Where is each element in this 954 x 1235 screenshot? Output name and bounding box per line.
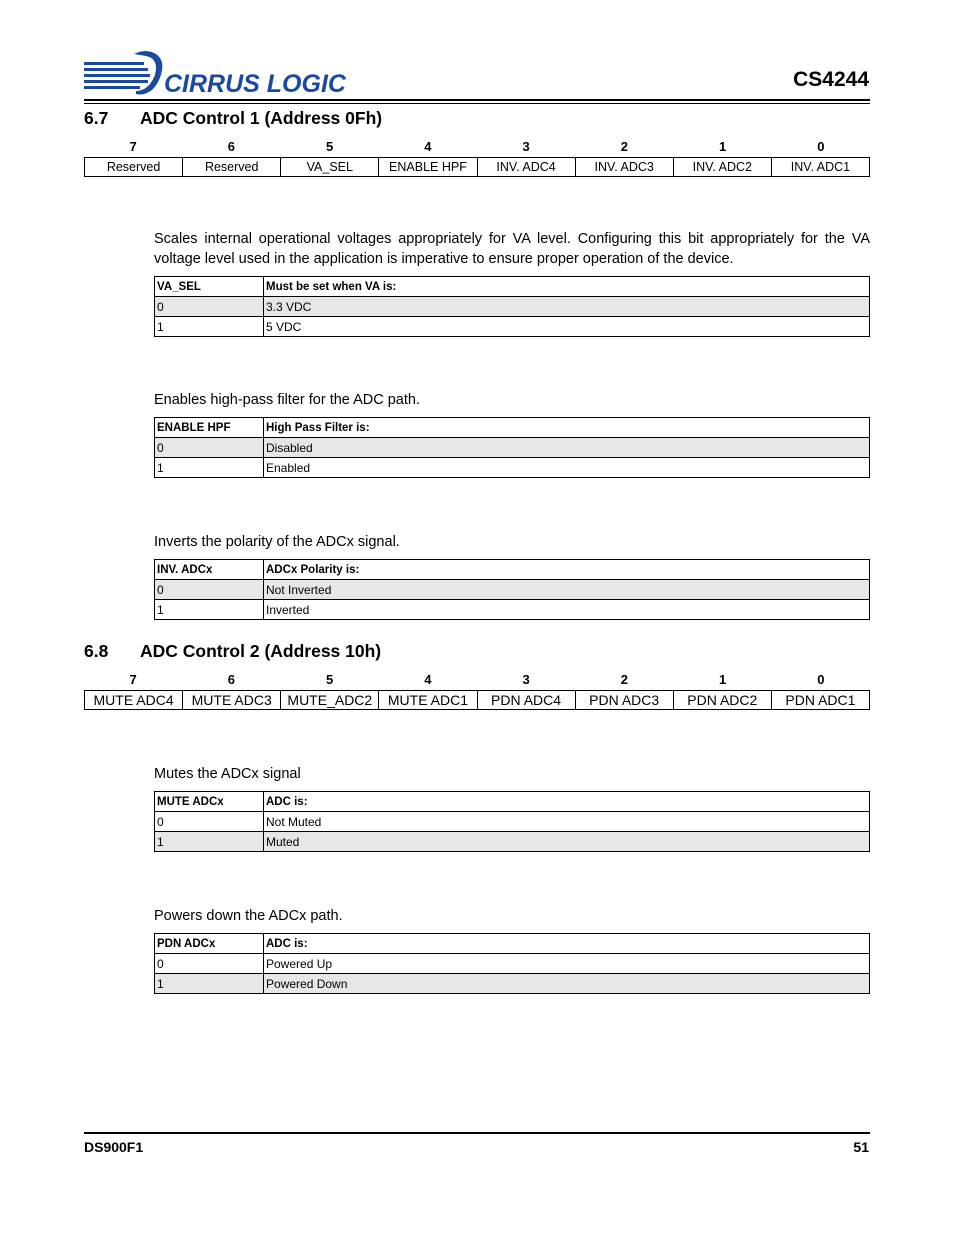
section-heading-6-8 xyxy=(84,641,381,662)
document-id: DS900F1 xyxy=(84,1139,144,1155)
brand-text: CIRRUS LOGIC xyxy=(164,70,346,98)
bit-number: 2 xyxy=(620,139,628,154)
table-cell: 1 xyxy=(155,458,264,478)
bit-number: 2 xyxy=(620,672,628,687)
bit-field: INV. ADC1 xyxy=(771,158,869,177)
pdn-adc-description: Powers down the ADCx path. xyxy=(154,908,343,924)
section-title: ADC Control 2 (Address 10h) xyxy=(140,641,382,661)
register-map-0fh xyxy=(84,157,870,177)
bit-number: 3 xyxy=(522,672,530,687)
bit-number: 1 xyxy=(719,672,727,687)
section-number: 6.7 xyxy=(84,108,109,128)
bit-number-row xyxy=(84,139,870,154)
footer-rule xyxy=(84,1132,870,1134)
bit-number: 6 xyxy=(227,672,235,687)
table-header-cell: Must be set when VA is: xyxy=(264,277,870,297)
table-cell: Not Inverted xyxy=(264,580,870,600)
table-cell: Muted xyxy=(264,832,870,852)
table-cell: 0 xyxy=(155,438,264,458)
table-header-cell: ENABLE HPF xyxy=(155,418,264,438)
table-cell: 3.3 VDC xyxy=(264,297,870,317)
table-cell: Inverted xyxy=(264,600,870,620)
bit-field: VA_SEL xyxy=(281,158,379,177)
table-header-cell: ADCx Polarity is: xyxy=(264,560,870,580)
table-cell: Powered Up xyxy=(264,954,870,974)
table-header-cell: High Pass Filter is: xyxy=(264,418,870,438)
table-row xyxy=(155,812,870,832)
bit-number: 5 xyxy=(326,139,334,154)
bit-field: ENABLE HPF xyxy=(379,158,477,177)
bit-number: 4 xyxy=(424,139,432,154)
table-cell: 0 xyxy=(155,297,264,317)
bit-field: PDN ADC3 xyxy=(575,691,673,710)
table-header-row xyxy=(155,418,870,438)
bit-number: 0 xyxy=(817,672,825,687)
bit-field: MUTE ADC4 xyxy=(85,691,183,710)
table-cell: 0 xyxy=(155,812,264,832)
cirrus-logic-logo xyxy=(84,48,354,98)
table-header-row xyxy=(155,934,870,954)
table-header-cell: PDN ADCx xyxy=(155,934,264,954)
bit-field: INV. ADC3 xyxy=(575,158,673,177)
table-header-cell: VA_SEL xyxy=(155,277,264,297)
bit-field: Reserved xyxy=(85,158,183,177)
table-row xyxy=(155,317,870,337)
table-header-cell: ADC is: xyxy=(264,792,870,812)
bit-number: 1 xyxy=(719,139,727,154)
table-cell: 1 xyxy=(155,317,264,337)
inv-adc-table xyxy=(154,559,870,620)
bit-field: MUTE ADC1 xyxy=(379,691,477,710)
bit-field: PDN ADC4 xyxy=(477,691,575,710)
table-row xyxy=(155,580,870,600)
table-row xyxy=(155,458,870,478)
table-cell: 1 xyxy=(155,600,264,620)
table-header-cell: MUTE ADCx xyxy=(155,792,264,812)
table-header-row xyxy=(155,792,870,812)
table-cell: Powered Down xyxy=(264,974,870,994)
bit-field: MUTE_ADC2 xyxy=(281,691,379,710)
bit-field: INV. ADC2 xyxy=(673,158,771,177)
enable-hpf-description: Enables high-pass filter for the ADC path. xyxy=(154,392,420,408)
bit-number: 6 xyxy=(227,139,235,154)
bit-field: INV. ADC4 xyxy=(477,158,575,177)
table-header-cell: ADC is: xyxy=(264,934,870,954)
bit-number: 7 xyxy=(129,672,137,687)
bit-field: PDN ADC1 xyxy=(771,691,869,710)
register-bit-row xyxy=(85,691,870,710)
section-number: 6.8 xyxy=(84,641,109,661)
register-bit-row xyxy=(85,158,870,177)
table-row xyxy=(155,297,870,317)
table-row xyxy=(155,974,870,994)
table-header-row xyxy=(155,560,870,580)
table-cell: 1 xyxy=(155,974,264,994)
header-rule-thin xyxy=(84,103,870,104)
table-cell: Not Muted xyxy=(264,812,870,832)
enable-hpf-table xyxy=(154,417,870,478)
mute-adc-table xyxy=(154,791,870,852)
table-header-row xyxy=(155,277,870,297)
table-cell: Enabled xyxy=(264,458,870,478)
part-number: CS4244 xyxy=(793,68,869,91)
section-heading-6-7 xyxy=(84,108,382,129)
register-map-10h xyxy=(84,690,870,710)
inv-adc-description: Inverts the polarity of the ADCx signal. xyxy=(154,534,400,550)
table-row xyxy=(155,832,870,852)
bit-number: 7 xyxy=(129,139,137,154)
bit-number: 4 xyxy=(424,672,432,687)
table-cell: 0 xyxy=(155,580,264,600)
va-sel-description: Scales internal operational voltages appropriately for VA level. Configuring this bit appropriately for the VA voltage level used in the application is imperative to ensure proper operation of the device. xyxy=(154,231,870,267)
bit-field: PDN ADC2 xyxy=(673,691,771,710)
bit-number: 0 xyxy=(817,139,825,154)
bit-number: 3 xyxy=(522,139,530,154)
bit-field: MUTE ADC3 xyxy=(183,691,281,710)
table-cell: Disabled xyxy=(264,438,870,458)
bit-number-row xyxy=(84,672,870,687)
page-number: 51 xyxy=(853,1139,869,1155)
section-title: ADC Control 1 (Address 0Fh) xyxy=(140,108,383,128)
bit-number: 5 xyxy=(326,672,334,687)
table-row xyxy=(155,438,870,458)
table-row xyxy=(155,954,870,974)
table-cell: 0 xyxy=(155,954,264,974)
table-header-cell: INV. ADCx xyxy=(155,560,264,580)
va-sel-table xyxy=(154,276,870,337)
pdn-adc-table xyxy=(154,933,870,994)
table-cell: 1 xyxy=(155,832,264,852)
table-cell: 5 VDC xyxy=(264,317,870,337)
bit-field: Reserved xyxy=(183,158,281,177)
mute-adc-description: Mutes the ADCx signal xyxy=(154,766,301,782)
header-rule xyxy=(84,99,870,101)
table-row xyxy=(155,600,870,620)
